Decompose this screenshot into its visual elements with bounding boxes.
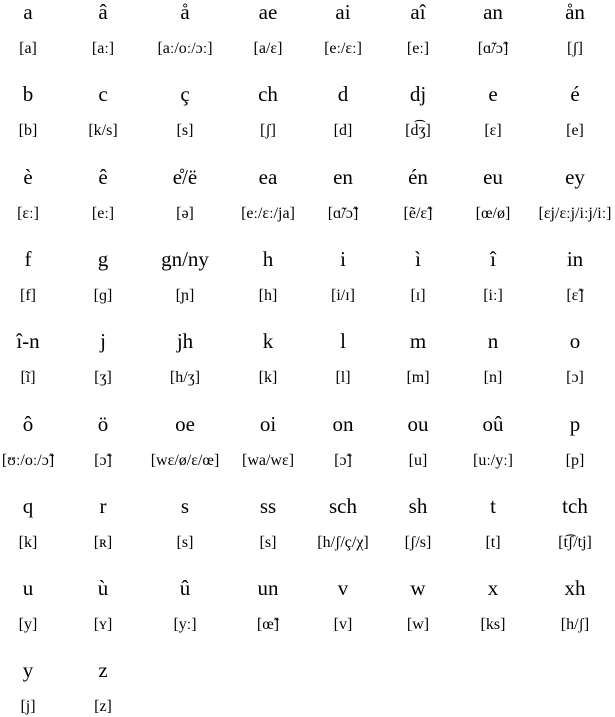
letter-cell: ey — [565, 164, 585, 189]
letter-cell: e̊/ë — [172, 164, 198, 189]
ipa-cell: [j] — [20, 698, 36, 716]
letter-cell: w — [410, 576, 426, 601]
ipa-cell: [p] — [565, 451, 585, 469]
ipa-cell: [t] — [485, 533, 501, 551]
ipa-cell: [ɡ] — [93, 286, 113, 304]
ipa-cell: [d͡ʒ] — [405, 122, 431, 140]
letter-cell: ê — [98, 164, 108, 189]
letter-cell: jh — [176, 329, 194, 354]
letter-cell: û — [179, 576, 191, 601]
ipa-cell: [œ̃] — [256, 616, 280, 634]
letter-cell: en — [333, 164, 353, 189]
letter-cell: t — [490, 493, 496, 518]
letter-cell: â — [98, 0, 108, 24]
letter-cell: j — [100, 329, 106, 354]
letter-cell: eu — [483, 164, 503, 189]
letter-cell: oû — [482, 411, 504, 436]
letter-cell: un — [257, 576, 279, 601]
ipa-cell: [ɲ] — [175, 286, 195, 304]
letter-cell: b — [22, 82, 34, 107]
ipa-cell: [ĩ] — [20, 369, 36, 387]
ipa-cell: [wa/wɛ] — [241, 451, 295, 469]
ipa-cell: [w] — [406, 616, 430, 634]
ipa-cell: [ʀ] — [93, 533, 113, 551]
ipa-cell: [ɛː] — [17, 204, 39, 222]
letter-cell: én — [408, 164, 428, 189]
ipa-cell: [h] — [258, 286, 278, 304]
letter-cell: aî — [410, 0, 426, 24]
ipa-cell: [s] — [176, 122, 194, 140]
ipa-cell: [b] — [18, 122, 38, 140]
letter-cell: sch — [329, 493, 357, 518]
letter-cell: î — [490, 246, 496, 271]
letter-cell: l — [340, 329, 346, 354]
letter-cell: k — [262, 329, 274, 354]
letter-cell: v — [337, 576, 349, 601]
letter-cell: ö — [97, 411, 109, 436]
letter-cell: p — [569, 411, 581, 436]
letter-cell: gn/ny — [161, 246, 209, 271]
letter-cell: an — [483, 0, 503, 24]
ipa-cell: [ɔ̃] — [94, 451, 112, 469]
letter-cell: on — [332, 411, 354, 436]
letter-cell: å — [180, 0, 190, 24]
ipa-cell: [s] — [176, 533, 194, 551]
letter-cell: ô — [22, 411, 34, 436]
ipa-cell: [s] — [259, 533, 277, 551]
ipa-cell: [m] — [406, 369, 430, 387]
letter-cell: oi — [259, 411, 277, 436]
letter-cell: m — [409, 329, 427, 354]
letter-cell: ea — [258, 164, 278, 189]
letter-cell: d — [337, 82, 349, 107]
ipa-cell: [ɛ̃] — [566, 286, 584, 304]
ipa-cell: [d] — [333, 122, 353, 140]
ipa-cell: [k] — [258, 369, 278, 387]
ipa-cell: [ʃ/s] — [404, 533, 432, 551]
ipa-cell: [h/ʒ] — [169, 369, 201, 387]
letter-cell: tch — [562, 493, 588, 518]
ipa-cell: [i/ɪ] — [331, 286, 355, 304]
ipa-cell: [aː/oː/ɔː] — [157, 40, 213, 57]
ipa-cell: [ɪ] — [410, 286, 426, 304]
ipa-cell: [iː] — [483, 286, 503, 304]
ipa-cell: [ʊː/oː/ɔ̃] — [1, 451, 55, 469]
ipa-cell: [ɛj/ɛːj/iːj/iː] — [538, 204, 612, 222]
letter-cell: è — [23, 164, 33, 189]
letter-cell: u — [22, 576, 34, 601]
letter-cell: ì — [415, 246, 421, 271]
ipa-cell: [ʒ] — [94, 369, 112, 387]
letter-cell: ss — [259, 493, 277, 518]
ipa-cell: [l] — [335, 369, 351, 387]
letter-cell: x — [487, 576, 499, 601]
ipa-cell: [y] — [18, 616, 38, 634]
letter-cell: a — [23, 0, 33, 24]
ipa-cell: [k] — [18, 533, 38, 551]
letter-cell: z — [98, 658, 108, 683]
ipa-cell: [eː] — [91, 204, 115, 222]
ipa-cell: [a] — [19, 40, 37, 57]
ipa-cell: [a/ɛ] — [253, 40, 283, 57]
ipa-cell: [eː/ɛː/ja] — [241, 204, 295, 222]
letter-cell: oe — [175, 411, 195, 436]
letter-cell: é — [570, 82, 580, 107]
letter-cell: o — [569, 329, 581, 354]
ipa-cell: [ẽ/ɛ̃] — [403, 204, 433, 222]
letter-cell: ù — [97, 576, 109, 601]
letter-cell: ae — [258, 0, 278, 24]
ipa-cell: [ʃ] — [567, 40, 583, 57]
ipa-cell: [ks] — [480, 616, 506, 634]
ipa-cell: [ɑ̃/ɔ̃] — [477, 40, 509, 57]
letter-cell: ån — [565, 0, 585, 24]
ipa-cell: [uː/yː] — [473, 451, 513, 469]
letter-cell: r — [99, 493, 107, 518]
letter-cell: xh — [564, 576, 586, 601]
ipa-cell: [ʃ] — [260, 122, 276, 140]
ipa-cell: [ʏ] — [93, 616, 113, 634]
letter-cell: n — [487, 329, 499, 354]
ipa-cell: [ɑ̃/ɔ̃] — [327, 204, 359, 222]
ipa-cell: [ɔ̃] — [334, 451, 352, 469]
ipa-cell: [k/s] — [88, 122, 118, 140]
ipa-cell: [h/ʃ/ç/χ] — [317, 533, 369, 551]
ipa-cell: [œ/ø] — [475, 204, 511, 222]
ipa-cell: [h/ʃ] — [560, 616, 590, 634]
ipa-cell: [eː] — [406, 40, 430, 57]
ipa-cell: [eː/ɛː] — [324, 40, 362, 57]
letter-cell: i — [340, 246, 346, 271]
letter-cell: h — [262, 246, 274, 271]
ipa-cell: [ɛ] — [484, 122, 502, 140]
ipa-cell: [u] — [408, 451, 428, 469]
ipa-cell: [t͡ʃ/tj] — [558, 533, 592, 551]
letter-cell: ch — [258, 82, 278, 107]
letter-cell: ou — [407, 411, 429, 436]
letter-cell: y — [22, 658, 34, 683]
letter-cell: dj — [409, 82, 427, 107]
letter-cell: f — [24, 246, 32, 271]
ipa-cell: [v] — [333, 616, 353, 634]
letter-cell: î-n — [16, 329, 40, 354]
ipa-cell: [ɔ] — [566, 369, 584, 387]
ipa-cell: [yː] — [173, 616, 197, 634]
ipa-cell: [f] — [20, 286, 36, 304]
letter-cell: e — [488, 82, 498, 107]
letter-cell: ç — [180, 82, 190, 107]
ipa-cell: [e] — [566, 122, 584, 140]
letter-cell: s — [180, 493, 190, 518]
letter-cell: c — [98, 82, 108, 107]
ipa-cell: [n] — [483, 369, 503, 387]
ipa-cell: [ə] — [176, 204, 194, 222]
letter-cell: in — [566, 246, 584, 271]
letter-cell: ai — [335, 0, 351, 24]
letter-cell: q — [22, 493, 34, 518]
ipa-cell: [wɛ/ø/ɛ/œ] — [150, 451, 220, 469]
letter-cell: g — [97, 246, 109, 271]
ipa-cell: [aː] — [91, 40, 115, 57]
ipa-cell: [z] — [94, 698, 112, 716]
letter-cell: sh — [408, 493, 428, 518]
